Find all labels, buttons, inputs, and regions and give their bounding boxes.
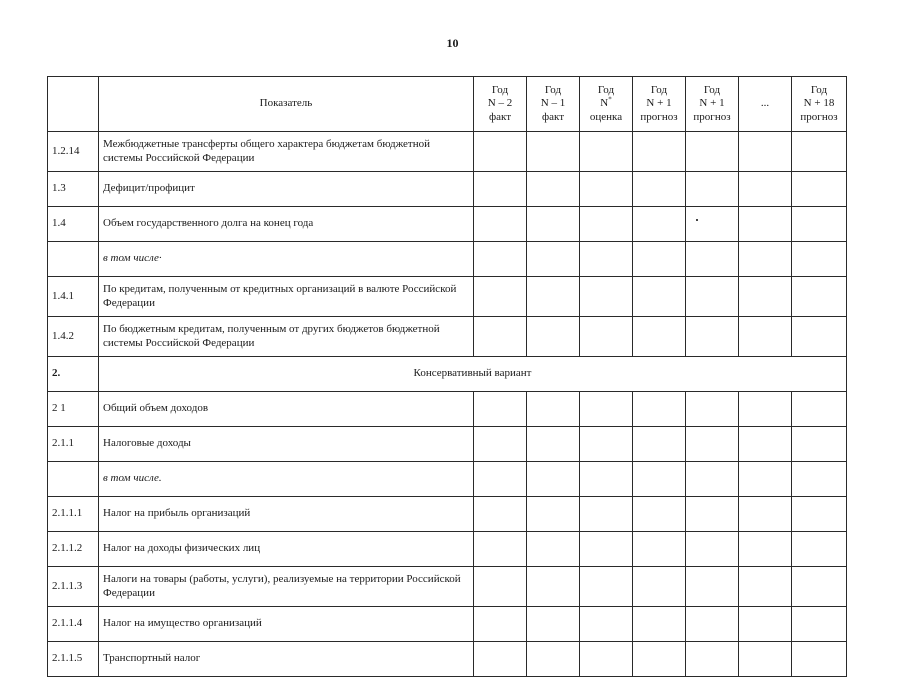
scan-speck [696, 219, 698, 221]
page-number: 10 [446, 36, 459, 50]
row-indicator: Налог на доходы физических лиц [99, 532, 474, 567]
table-row [48, 392, 847, 427]
row-indicator: Транспортный налог [99, 642, 474, 677]
year-column-header: Год N + 1 прогноз [633, 77, 686, 132]
section-title: Консервативный вариант [99, 357, 847, 392]
table-row [48, 132, 847, 172]
table-row [48, 607, 847, 642]
indicator-column-header: Показатель [99, 77, 474, 132]
budget-forecast-table [47, 76, 847, 677]
row-indicator: По кредитам, полученным от кредитных организаций в валюте Российской Федерации [99, 277, 474, 317]
row-indicator: в том числе· [99, 242, 474, 277]
year-column-header: Год N + 1 прогноз [686, 77, 739, 132]
year-column-header: Год N – 1 факт [527, 77, 580, 132]
table-row [48, 642, 847, 677]
table-row [48, 532, 847, 567]
row-number: 2.1.1.4 [48, 607, 99, 642]
table-row [48, 207, 847, 242]
row-number: 1.4.2 [48, 317, 99, 357]
row-number: 1.2.14 [48, 132, 99, 172]
row-indicator: По бюджетным кредитам, полученным от других бюджетов бюджетной системы Российской Федерации [99, 317, 474, 357]
number-column-header [48, 77, 99, 132]
row-indicator: в том числе. [99, 462, 474, 497]
table-row [48, 427, 847, 462]
row-number [48, 462, 99, 497]
row-indicator: Дефицит/профицит [99, 172, 474, 207]
row-indicator: Общий объем доходов [99, 392, 474, 427]
row-number [48, 242, 99, 277]
year-column-header: Год N* оценка [580, 77, 633, 132]
table-row [48, 462, 847, 497]
row-number: 2.1.1 [48, 427, 99, 462]
table-row [48, 317, 847, 357]
row-number: 1.4 [48, 207, 99, 242]
row-indicator: Налог на имущество организаций [99, 607, 474, 642]
table-row [48, 242, 847, 277]
year-column-header: Год N – 2 факт [474, 77, 527, 132]
section-row [48, 357, 847, 392]
row-indicator: Налоговые доходы [99, 427, 474, 462]
table-row [48, 277, 847, 317]
row-number: 2.1.1.1 [48, 497, 99, 532]
row-number: 1.4.1 [48, 277, 99, 317]
table-row [48, 497, 847, 532]
row-number: 1.3 [48, 172, 99, 207]
row-number: 2 1 [48, 392, 99, 427]
section-number: 2. [48, 357, 99, 392]
row-indicator: Налог на прибыль организаций [99, 497, 474, 532]
table-header-row [48, 77, 847, 132]
footnote-asterisk: * [608, 95, 612, 104]
row-number: 2.1.1.2 [48, 532, 99, 567]
row-indicator: Налоги на товары (работы, услуги), реализуемые на территории Российской Федерации [99, 567, 474, 607]
row-number: 2.1.1.5 [48, 642, 99, 677]
table-row [48, 172, 847, 207]
row-number: 2.1.1.3 [48, 567, 99, 607]
table-row [48, 567, 847, 607]
year-column-header: Год N + 18 прогноз [792, 77, 847, 132]
row-indicator: Межбюджетные трансферты общего характера бюджетам бюджетной системы Российской Федерации [99, 132, 474, 172]
ellipsis-column-header: ... [739, 77, 792, 132]
row-indicator: Объем государственного долга на конец года [99, 207, 474, 242]
